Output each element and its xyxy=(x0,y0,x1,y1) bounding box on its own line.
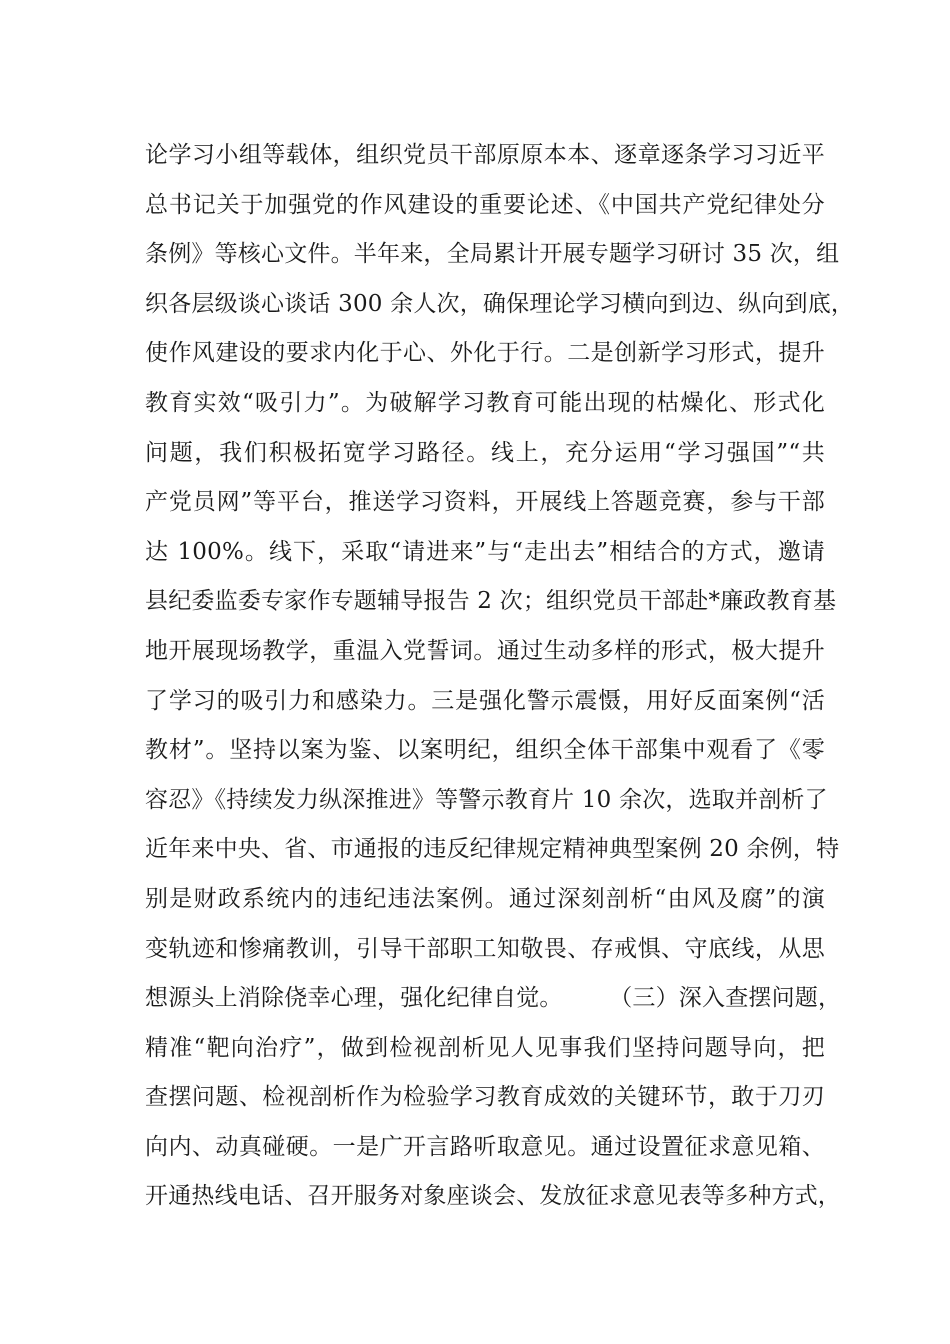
text-line: 条例》等核心文件。半年来，全局累计开展专题学习研讨 35 次，组 xyxy=(145,241,840,268)
text-line: 教育实效“吸引力”。为破解学习教育可能出现的枯燥化、形式化 xyxy=(145,389,825,416)
text-line: 精准“靶向治疗”，做到检视剖析见人见事我们坚持问题导向，把 xyxy=(145,1034,825,1061)
text-line: 了学习的吸引力和感染力。三是强化警示震慑，用好反面案例“活 xyxy=(145,687,825,714)
text-line: 教材”。坚持以案为鉴、以案明纪，组织全体干部集中观看了《零 xyxy=(145,737,825,764)
text-line: 产党员网”等平台，推送学习资料，开展线上答题竞赛，参与干部 xyxy=(145,489,825,516)
text-line: 变轨迹和惨痛教训，引导干部职工知敬畏、存戒惧、守底线，从思 xyxy=(145,935,825,962)
text-line: 查摆问题、检视剖析作为检验学习教育成效的关键环节，敢于刀刃 xyxy=(145,1084,825,1111)
text-line: 论学习小组等载体，组织党员干部原原本本、逐章逐条学习习近平 xyxy=(145,142,825,168)
text-line: 地开展现场教学，重温入党誓词。通过生动多样的形式，极大提升 xyxy=(145,637,825,664)
text-line: 达 100%。线下，采取“请进来”与“走出去”相结合的方式，邀请 xyxy=(145,538,825,565)
text-line: 开通热线电话、召开服务对象座谈会、发放征求意见表等多种方式， xyxy=(145,1183,841,1210)
text-line: 县纪委监委专家作专题辅导报告 2 次；组织党员干部赴*廉政教育基 xyxy=(145,588,837,615)
text-line: 织各层级谈心谈话 300 余人次，确保理论学习横向到边、纵向到底， xyxy=(145,290,855,317)
text-line: 总书记关于加强党的作风建设的重要论述、《中国共产党纪律处分 xyxy=(145,191,825,218)
text-line: 别是财政系统内的违纪违法案例。通过深刻剖析“由风及腐”的演 xyxy=(145,885,825,912)
text-line: 使作风建设的要求内化于心、外化于行。二是创新学习形式，提升 xyxy=(145,340,825,367)
text-line: 容忍》《持续发力纵深推进》等警示教育片 10 余次，选取并剖析了 xyxy=(145,786,828,813)
text-line: 近年来中央、省、市通报的违反纪律规定精神典型案例 20 余例，特 xyxy=(145,836,840,863)
body-text xyxy=(145,131,855,1222)
text-line: 想源头上消除侥幸心理，强化纪律自觉。 （三）深入查摆问题， xyxy=(145,985,842,1012)
text-line: 问题，我们积极拓宽学习路径。线上，充分运用“学习强国”“共 xyxy=(145,439,825,466)
text-line: 向内、动真碰硬。一是广开言路听取意见。通过设置征求意见箱、 xyxy=(145,1133,825,1160)
